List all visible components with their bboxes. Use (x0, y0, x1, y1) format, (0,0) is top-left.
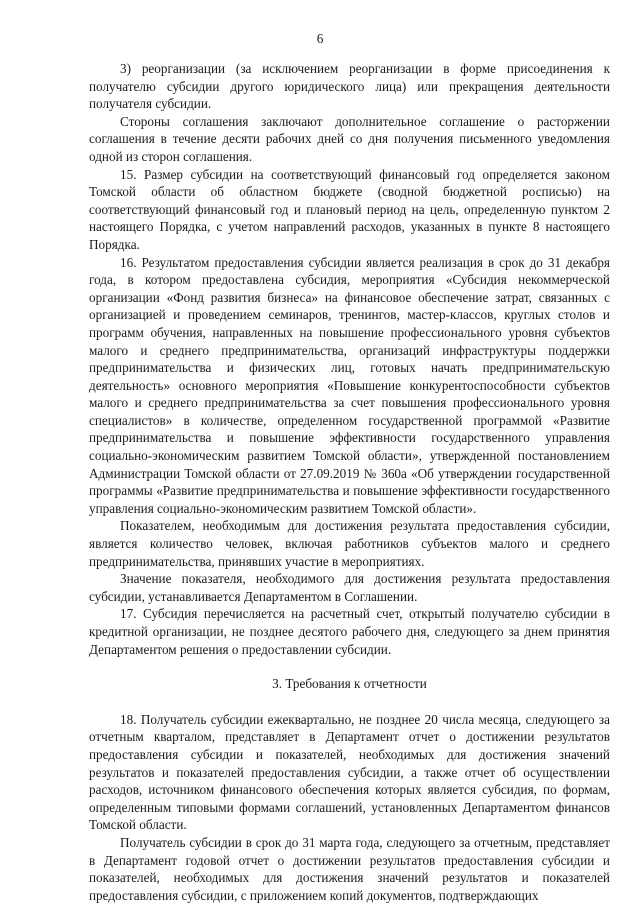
paragraph-17-subsidy-transfer: 17. Субсидия перечисляется на расчетный счет, открытый получателю субсидии в кредитной организации, не позднее десятого рабочего дня, следующего за днем принятия Департаментом решения о предоставлении субсидии. (89, 606, 610, 657)
section-heading-reporting: 3. Требования к отчетности (272, 676, 427, 692)
paragraph-reorganization-clause: 3) реорганизации (за исключением реорганизации в форме присоединения к получателю субсидии другого юридического лица) или прекращения деятельности получателя субсидии. (89, 61, 610, 112)
paragraph-annual-report: Получатель субсидии в срок до 31 марта года, следующего за отчетным, представляет в Департамент годовой отчет о достижении результатов предоставления субсидии и показателей, необходимых для достижения значений результатов и показателей предоставления субсидии, с приложением копий документов, подтверждающих (89, 834, 610, 903)
paragraph-15-subsidy-amount: 15. Размер субсидии на соответствующий финансовый год определяется законом Томской области об областном бюджете (сводной бюджетной росписью) на соответствующий финансовый год и плановый период на цель, определенную пунктом 2 настоящего Порядка, с учетом направлений расходов, указанных в пункте 8 настоящего Порядка. (89, 166, 610, 252)
paragraph-result-indicator: Показателем, необходимым для достижения результата предоставления субсидии, является количество человек, включая работников субъектов малого и среднего предпринимательства, принявших участие в мероприятиях. (89, 518, 610, 569)
paragraph-indicator-value: Значение показателя, необходимого для достижения результата предоставления субсидии, устанавливается Департаментом в Соглашении. (89, 571, 610, 604)
paragraph-18-quarterly-report: 18. Получатель субсидии ежеквартально, не позднее 20 числа месяца, следующего за отчетным кварталом, представляет в Департамент отчет о достижении результатов предоставления субсидии и показателей, необходимых для достижения значений результатов и показателей предоставления субсидии, а также отчет об осуществлении расходов, источником финансового обеспечения которых является субсидия, по формам, определенным типовыми формами соглашений, установленных Департаментом финансов Томской области. (89, 711, 610, 833)
page-number: 6 (316, 31, 324, 46)
document-body (89, 60, 610, 904)
paragraph-16-subsidy-result: 16. Результатом предоставления субсидии является реализация в срок до 31 декабря года, в котором предоставлена субсидия, мероприятия «Субсидия некоммерческой организации «Фонд развития бизнеса» на финансовое обеспечение затрат, связанных с организацией и проведением семинаров, тренингов, мастер-классов, круглых столов и программ обучения, направленных на повышение профессионального уровня субъектов малого и среднего предпринимательства, организаций инфраструктуры поддержки предпринимательства и физических лиц, готовых начать предпринимательскую деятельность» основного мероприятия «Повышение конкурентоспособности субъектов малого и среднего предпринимательства за счет повышения профессионального уровня специалистов» в количестве, определенном государственной программой «Развитие предпринимательства и повышение эффективности государственного управления социально-экономическим развитием Томской области», утвержденной постановлением Администрации Томской области от 27.09.2019 № 360а «Об утверждении государственной программы «Развитие предпринимательства и повышение эффективности государственного управления социально-экономическим развитием Томской области». (89, 254, 610, 516)
paragraph-agreement-termination: Стороны соглашения заключают дополнительное соглашение о расторжении соглашения в течение десяти рабочих дней со дня получения письменного уведомления одной из сторон соглашения. (89, 113, 610, 164)
